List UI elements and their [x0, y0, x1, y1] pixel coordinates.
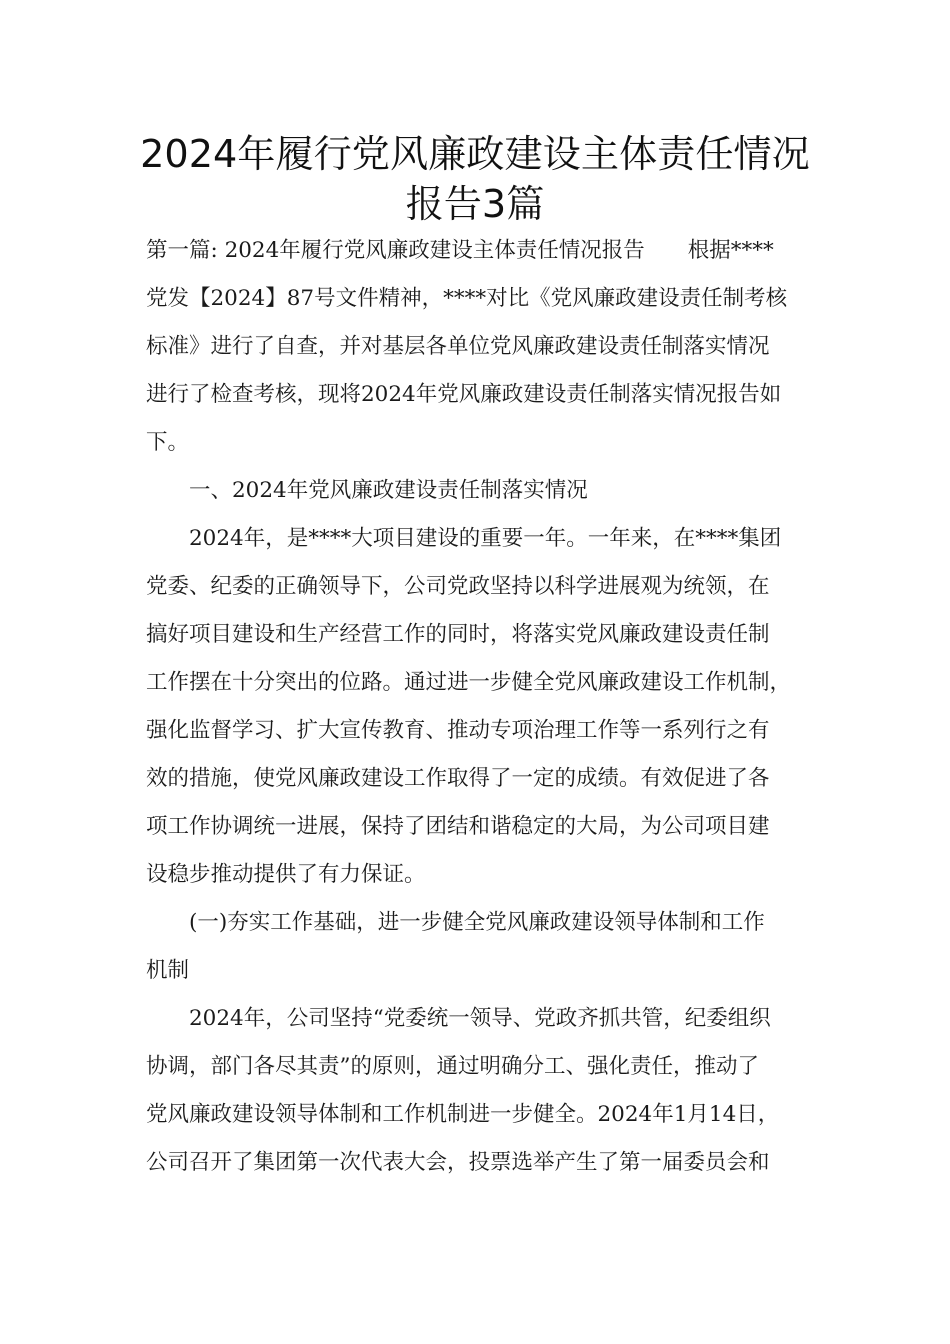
body-line: 效的措施，使党风廉政建设工作取得了一定的成绩。有效促进了各: [146, 766, 770, 791]
body-line: 2024年，公司坚持“党委统一领导、党政齐抓共管，纪委组织: [189, 1006, 771, 1031]
body-line: 协调，部门各尽其责”的原则，通过明确分工、强化责任，推动了: [146, 1054, 759, 1079]
subsection-heading: (一)夯实工作基础，进一步健全党风廉政建设领导体制和工作: [189, 910, 765, 935]
body-line: 下。: [146, 430, 190, 455]
document-title-line-1: 2024年履行党风廉政建设主体责任情况: [140, 133, 810, 177]
document-title-line-2: 报告3篇: [405, 183, 545, 227]
body-line: 进行了检查考核，现将2024年党风廉政建设责任制落实情况报告如: [146, 382, 782, 407]
section-heading: 一、2024年党风廉政建设责任制落实情况: [189, 478, 588, 503]
body-line: 项工作协调统一进展，保持了团结和谐稳定的大局，为公司项目建: [146, 814, 770, 839]
body-line: 党发【2024】87号文件精神，****对比《党风廉政建设责任制考核: [146, 286, 788, 311]
body-line: 党委、纪委的正确领导下，公司党政坚持以科学进展观为统领，在: [146, 574, 770, 599]
body-line: 标准》进行了自查，并对基层各单位党风廉政建设责任制落实情况: [146, 334, 770, 359]
body-line: 搞好项目建设和生产经营工作的同时，将落实党风廉政建设责任制: [146, 622, 770, 647]
body-line: 强化监督学习、扩大宣传教育、推动专项治理工作等一系列行之有: [146, 718, 770, 743]
body-line: 设稳步推动提供了有力保证。: [146, 862, 426, 887]
subsection-heading-continued: 机制: [146, 958, 190, 983]
body-line: 2024年，是****大项目建设的重要一年。一年来，在****集团: [189, 526, 782, 551]
body-line: 第一篇: 2024年履行党风廉政建设主体责任情况报告 根据****: [146, 238, 774, 263]
body-line: 党风廉政建设领导体制和工作机制进一步健全。2024年1月14日，: [146, 1102, 780, 1127]
body-line: 工作摆在十分突出的位路。通过进一步健全党风廉政建设工作机制，: [146, 670, 792, 695]
body-line: 公司召开了集团第一次代表大会，投票选举产生了第一届委员会和: [146, 1150, 770, 1175]
